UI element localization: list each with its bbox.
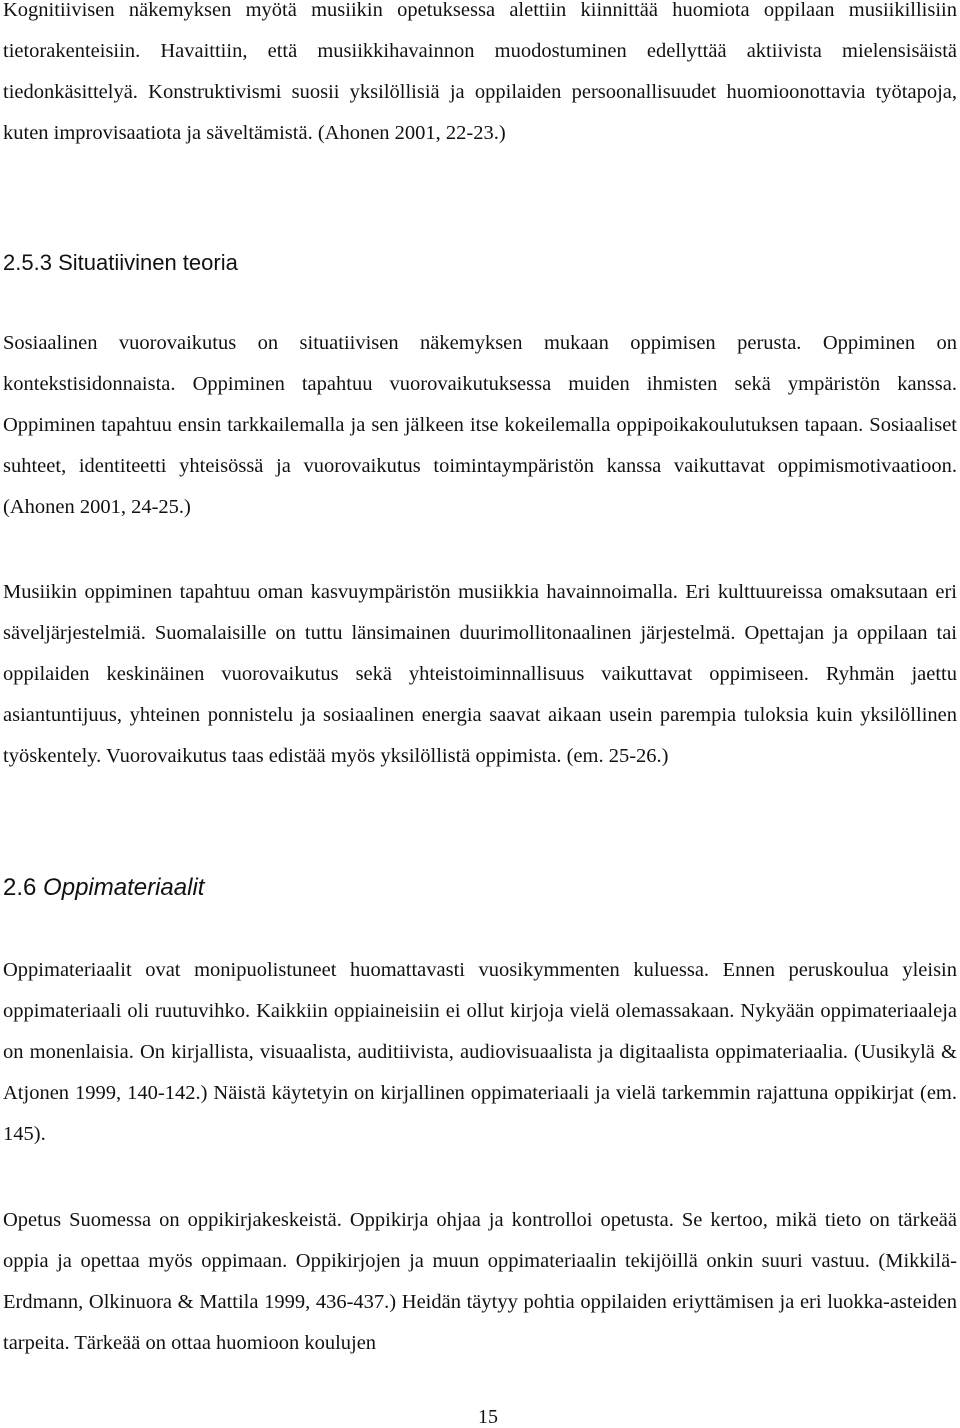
paragraph-kognitiivinen: Kognitiivisen näkemyksen myötä musiikin opetuksessa alettiin kiinnittää huomiota oppilaan musiikillisiin tietorakenteisiin. Havaittiin, että musiikkihavainnon muodostuminen edellyttää aktiivista mielensisäistä tiedonkäsittelyä. Konstruktivismi suosii yksilöllisiä ja oppilaiden persoonallisuudet huomioonottavia työtapoja, kuten improvisaatiota ja säveltämistä. (Ahonen 2001, 22-23.) bbox=[3, 0, 957, 144]
section-number: 2.6 bbox=[3, 874, 37, 901]
document-page bbox=[3, 0, 957, 1427]
page-number: 15 bbox=[478, 1406, 498, 1428]
section-heading-2-6 bbox=[3, 873, 204, 903]
paragraph-situatiivinen: Sosiaalinen vuorovaikutus on situatiivisen näkemyksen mukaan oppimisen perusta. Oppiminen on kontekstisidonnaista. Oppiminen tapahtuu vuorovaikutuksessa muiden ihmisten sekä ympäristön kanssa. Oppiminen tapahtuu ensin tarkkailemalla ja sen jälkeen itse kokeilemalla oppipoikakoulutuksen tapaan. Sosiaaliset suhteet, identiteetti yhteisössä ja vuorovaikutus toimintaympäristön kanssa vaikuttavat oppimismotivaatioon. (Ahonen 2001, 24-25.) bbox=[3, 332, 957, 518]
section-title: Oppimateriaalit bbox=[43, 874, 205, 901]
section-heading-2-5-3 bbox=[3, 249, 238, 277]
section-number: 2.5.3 bbox=[3, 250, 52, 275]
paragraph-oppimateriaalit: Oppimateriaalit ovat monipuolistuneet huomattavasti vuosikymmenten kuluessa. Ennen peruskoulua yleisin oppimateriaali oli ruutuvihko. Kaikkiin oppiaineisiin ei ollut kirjoja vielä olemassakaan. Nykyään oppimateriaaleja on monenlaisia. On kirjallista, visuaalista, auditiivista, audiovisuaalista ja digitaalista oppimateriaalia. (Uusikylä & Atjonen 1999, 140-142.) Näistä käytetyin on kirjallinen oppimateriaali ja vielä tarkemmin rajattuna oppikirjat (em. 145). bbox=[3, 959, 957, 1145]
paragraph-musiikin-oppiminen: Musiikin oppiminen tapahtuu oman kasvuympäristön musiikkia havainnoimalla. Eri kulttuureissa omaksutaan eri säveljärjestelmiä. Suomalaisille on tuttu länsimainen duurimollitonaalinen järjestelmä. Opettajan ja oppilaan tai oppilaiden keskinäinen vuorovaikutus sekä yhteistoiminnallisuus vaikuttavat oppimiseen. Ryhmän jaettu asiantuntijuus, yhteinen ponnistelu ja sosiaalinen energia saavat aikaan usein parempia tuloksia kuin yksilöllinen työskentely. Vuorovaikutus taas edistää myös yksilöllistä oppimista. (em. 25-26.) bbox=[3, 581, 957, 767]
section-title: Situatiivinen teoria bbox=[58, 250, 238, 275]
paragraph-opetus-suomessa: Opetus Suomessa on oppikirjakeskeistä. Oppikirja ohjaa ja kontrolloi opetusta. Se kertoo, mikä tieto on tärkeää oppia ja opettaa myös oppimaan. Oppikirjojen ja muun oppimateriaalin tekijöillä onkin suuri vastuu. (Mikkilä-Erdmann, Olkinuora & Mattila 1999, 436-437.) Heidän täytyy pohtia oppilaiden eriyttämisen ja eri luokka-asteiden tarpeita. Tärkeää on ottaa huomioon koulujen bbox=[3, 1209, 957, 1354]
